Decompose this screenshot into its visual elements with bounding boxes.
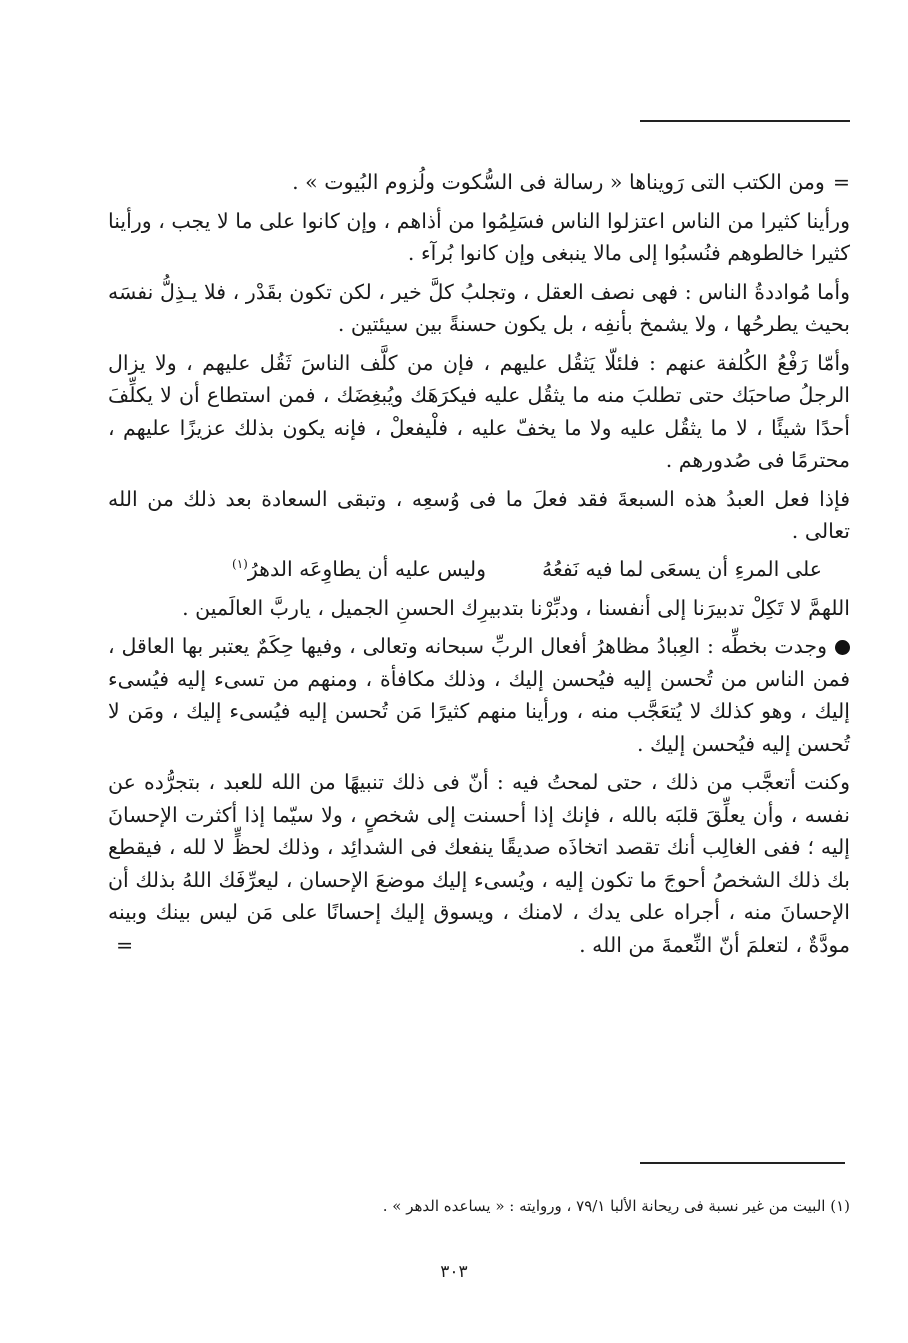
paragraph — [108, 592, 850, 625]
verse-hemistich-left — [232, 552, 486, 586]
paragraph — [108, 276, 850, 341]
verse-hemistich-left-text: وليس عليه أن يطاوِعَه الدهرُ — [247, 556, 487, 581]
paragraph-text: وأما مُواددةُ الناس : فهى نصف العقل ، وتجلبُ كلَّ خير ، لكن تكون بقَدْر ، فلا يـذِلُّ نفسَه بحيث يطرحُها ، ولا يشمخ بأنفِه ، بل يكون حسنةً بين سيئتين . — [108, 279, 850, 336]
paragraph-text: ورأينا كثيرا من الناس اعتزلوا الناس فسَلِمُوا من أذاهم ، وإن كانوا على ما لا يجب ، ورأينا كثيرا خالطوهم فنُسبُوا إلى مالا ينبغى وإن كانوا بُرآء . — [108, 208, 850, 265]
paragraph — [108, 483, 850, 548]
page-number: ٣٠٣ — [440, 1262, 468, 1282]
paragraph-text: ومن الكتب التى رَويناها « رسالة فى السُّكوت ولُزوم البُيوت » . — [292, 170, 825, 194]
paragraph-text: اللهمَّ لا تَكِلْ تدبيرَنا إلى أنفسنا ، ودبِّرْنا بتدبيرِك الحسنِ الجميل ، ياربَّ العالَمين . — [182, 595, 850, 620]
paragraph-text: وأمّا رَفْعُ الكُلفة عنهم : فلئلّا يَثقُل عليهم ، فإن من كلَّف الناسَ ثَقُل عليهم ، ولا يزال الرجلُ صاحبَك حتى تطلبَ منه ما يثقُل عليه فيكرَهَك ويُبغِضَك ، فمن استطاع أن لا يكلِّفَ أحدًا شيئًا ، لا ما يثقُل عليه ولا ما يخفّ عليه ، فلْيفعلْ ، فإنه يكون بذلك عزيزًا عليهم ، محترمًا فى صُدورهم . — [108, 350, 851, 472]
paragraph — [108, 205, 850, 270]
footnote: (١) البيت من غير نسبة فى ريحانة الألبا ٧٩/١ ، وروايته : « يساعده الدهر » . — [382, 1197, 850, 1215]
continuation-mark: = — [832, 170, 850, 194]
paragraph-text: وجدت بخطِّه : العِبادُ مظاهرُ أفعال الربِّ سبحانه وتعالى ، وفيها حِكَمٌ يعتبر بها العاقل ، فمن الناس من تُحسن إليه فيُحسن إليك ، وذلك مكافأة ، ومنهم من تسىء إليه فيُسىء إليك ، وهو كذلك لا يُتعَجَّب منه ، ورأينا منهم كثيرًا مَن تُحسن إليه فيُسىء إليك ، ومَن لا تُحسن إليه فيُحسن إليك . — [108, 634, 850, 756]
continuation-mark-end: = — [116, 932, 134, 957]
verse-hemistich-right: على المرءِ أن يسعَى لما فيه نَفعُهُ — [542, 556, 822, 581]
poetry-verse — [108, 552, 850, 586]
top-separator-rule — [640, 120, 850, 122]
footnote-separator-rule — [640, 1162, 845, 1164]
paragraph — [108, 347, 850, 477]
paragraph-continuation — [108, 166, 850, 199]
footnote-reference: (١) — [232, 556, 248, 571]
main-text — [108, 166, 850, 961]
paragraph-bulleted — [108, 630, 850, 760]
bullet-dot-icon — [835, 640, 850, 655]
paragraph-text: وكنت أتعجَّب من ذلك ، حتى لمحتُ فيه : أنّ فى ذلك تنبيهًا من الله للعبد ، بتجرُّده عن نفسه ، وأن يعلِّقَ قلبَه بالله ، فإنك إذا أحسنت إلى شخصٍ ، ولا سيّما إذا أكثرت الإحسانَ إليه ؛ ففى الغالِب أنك تقصد اتخاذَه صديقًا ينفعك فى الشدائِد ، وذلك لحظٍّ لا لله ، فيقطع بك ذلك الشخصُ أحوجَ ما تكون إليه ، ويُسىء إليك موضعَ الإحسان ، ليعرِّفَك اللهُ بذلك أن الإحسانَ منه ، أجراه على يدك ، لامنك ، ويسوق إليك إحسانًا على مَن ليس بينك وبينه مودَّةٌ ، لتعلمَ أنّ النِّعمةَ من الله . — [108, 770, 850, 957]
paragraph — [108, 766, 850, 961]
paragraph-text: فإذا فعل العبدُ هذه السبعةَ فقد فعلَ ما فى وُسعِه ، وتبقى السعادة بعد ذلك من الله تعالى . — [108, 486, 850, 543]
